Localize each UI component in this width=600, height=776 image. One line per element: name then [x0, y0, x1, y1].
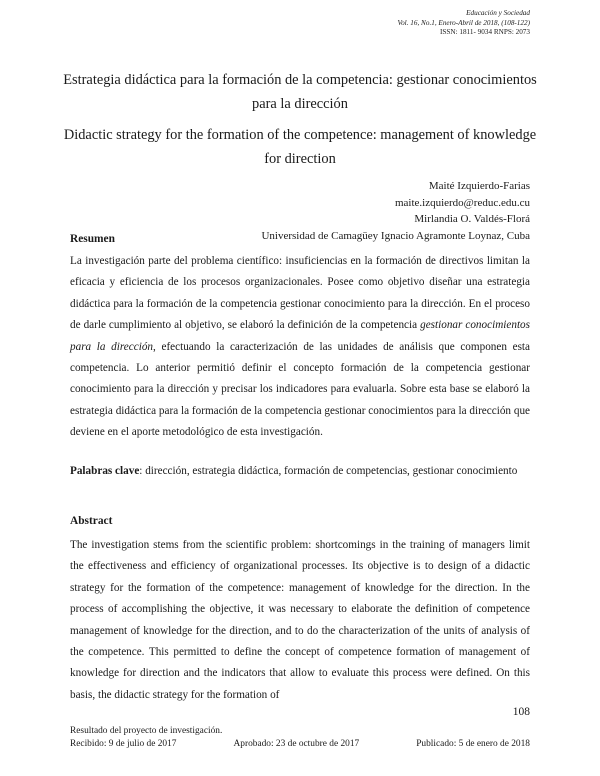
keywords-label: Palabras clave [70, 465, 140, 477]
abstract-heading: Abstract [70, 515, 113, 527]
resumen-paragraph [70, 251, 530, 444]
journal-header [398, 9, 531, 38]
keywords-text: : dirección, estrategia didáctica, formación de competencias, gestionar conocimiento [139, 465, 518, 477]
journal-name: Educación y Sociedad [466, 9, 530, 17]
author-name-2: Mirlandia O. Valdés-Florá [414, 213, 530, 225]
resumen-text-italic: gestionar conocimientos para la dirección [70, 319, 531, 353]
footnote-published: Publicado: 5 de enero de 2018 [416, 739, 530, 749]
author-block [261, 178, 530, 244]
resumen-text-part-1: La investigación parte del problema científico: insuficiencias en la formación de directivos limitan la eficacia y eficiencia de los procesos organizacionales. Posee como objetivo diseñar una estrategia didáctica para la formación de la competencia gestionar conocimiento para la dirección. En el proceso de darle cumplimiento al objetivo, se elaboró la definición de la competencia [70, 255, 530, 332]
abstract-paragraph: The investigation stems from the scientific problem: shortcomings in the training of managers limit the effectiveness and efficiency of organizational processes. Its objective is to design of a didactic strategy for the formation of the competence: management of knowledge for the direction. In the process of accomplishing the objective, it was necessary to elaborate the definition of competence management of knowledge for the direction, and to do the characterization of the units of analysis of the competence. This permitted to define the concept of competence formation of management of knowledge for direction and the indicators that allow to evaluate this process were defined. On this basis, the didactic strategy for the formation of [70, 539, 530, 701]
author-affiliation: Universidad de Camagüey Ignacio Agramonte Loynaz, Cuba [261, 229, 530, 242]
footnote-approved: Aprobado: 23 de octubre de 2017 [233, 739, 360, 749]
journal-issn: ISSN: 1811- 9034 RNPS: 2073 [440, 28, 530, 36]
title-spanish: Estrategia didáctica para la formación de la competencia: gestionar conocimientos para la dirección [63, 72, 537, 112]
page-number: 108 [512, 706, 530, 718]
author-name-1: Maité Izquierdo-Farias [428, 180, 530, 192]
resumen-heading: Resumen [70, 233, 115, 245]
footnote-dates [70, 738, 530, 751]
author-email-1: maite.izquierdo@reduc.edu.cu [394, 196, 530, 209]
keywords-paragraph [70, 461, 530, 482]
resumen-text-part-2: , efectuando la caracterización de las unidades de análisis que componen esta competencia. Lo anterior permitió definir el concepto formación de la competencia gestionar conocimiento para la dirección y precisar los indicadores para evaluarla. Sobre esta base se elaboró la estrategia didáctica para la formación de la competencia gestionar conocimientos para la dirección que deviene en el aporte metodológico de esta investigación. [70, 340, 531, 439]
footnote-project: Resultado del proyecto de investigación. [70, 726, 223, 736]
title-english: Didactic strategy for the formation of the competence: management of knowledge for direction [63, 127, 537, 167]
journal-volume: Vol. 16, No.1, Enero-Abril de 2018, (108-122) [397, 18, 530, 27]
footnote-received: Recibido: 9 de julio de 2017 [70, 739, 177, 749]
